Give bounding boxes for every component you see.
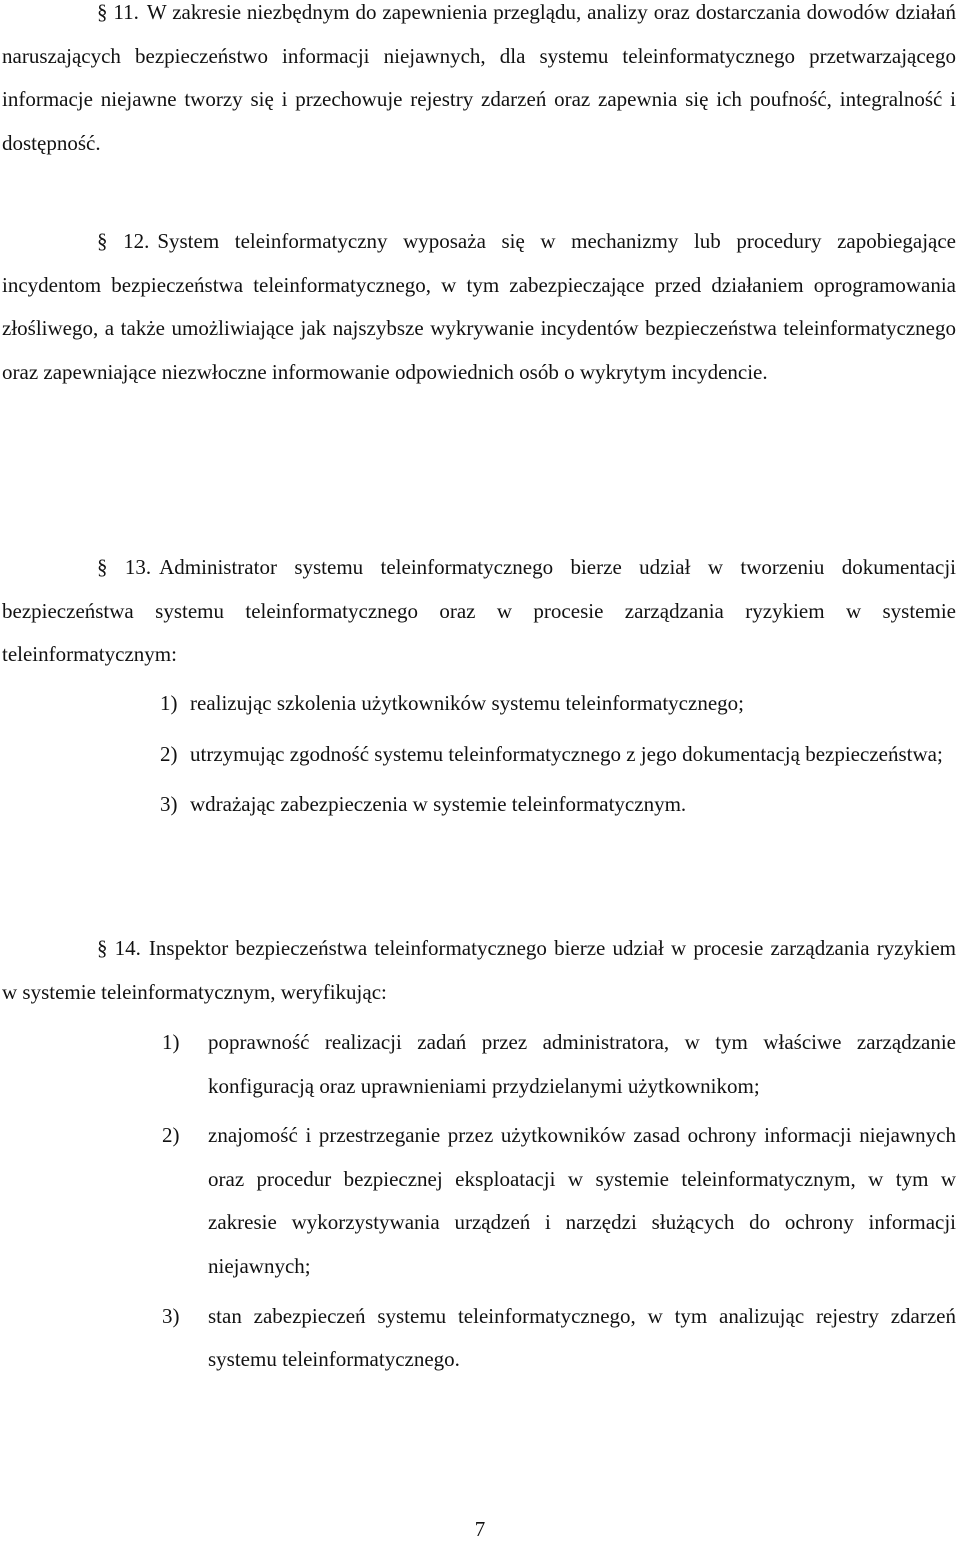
section-number: § 14. [97,936,141,960]
list-item [162,1295,956,1382]
section-14-list [162,1021,956,1388]
list-item-number: 3) [160,792,178,817]
list-item-number: 3) [162,1303,180,1328]
list-item [160,733,956,777]
paragraph-section-13 [2,546,956,677]
list-item [160,783,956,827]
list-item-number: 2) [162,1123,180,1148]
list-item-text: wdrażając zabezpieczenia w systemie teleinformatycznym. [190,792,687,817]
section-number: § 11. [97,0,139,24]
paragraph-section-14 [2,927,956,1014]
list-item-text: utrzymując zgodność systemu teleinformatycznego z jego dokumentacją bezpieczeństwa; [190,741,943,766]
list-item-text: znajomość i przestrzeganie przez użytkowników zasad ochrony informacji niejawnych oraz procedur bezpiecznej eksploatacji w systemie teleinformatycznym, w tym w zakresie wykorzystywania urządzeń i narzędzi służących do ochrony informacji niejawnych; [208,1123,956,1278]
paragraph-text: Inspektor bezpieczeństwa teleinformatycznego bierze udział w procesie zarządzania ryzykiem w systemie teleinformatycznym, weryfikując: [2,936,956,1004]
page-number: 7 [474,1517,486,1541]
list-item-text: realizując szkolenia użytkowników systemu teleinformatycznego; [190,691,744,715]
paragraph-text: Administrator systemu teleinformatycznego bierze udział w tworzeniu dokumentacji bezpieczeństwa systemu teleinformatycznego oraz w procesie zarządzania ryzykiem w systemie teleinformatycznym: [2,555,956,667]
list-item-number: 1) [162,1030,180,1054]
paragraph-text: W zakresie niezbędnym do zapewnienia przeglądu, analizy oraz dostarczania dowodów działań naruszających bezpieczeństwo informacji niejawnych, dla systemu teleinformatycznego przetwarzającego informacje niejawne tworzy się i przechowuje rejestry zdarzeń oraz zapewnia się ich poufność, integralność i dostępność. [2,0,956,155]
list-item-number: 2) [160,741,178,766]
list-item [160,682,956,726]
list-item-text: poprawność realizacji zadań przez administratora, w tym właściwe zarządzanie konfiguracją oraz uprawnieniami przydzielanymi użytkownikom; [208,1030,956,1098]
section-13-list [160,682,956,834]
list-item-number: 1) [160,691,178,715]
paragraph-section-12 [2,220,956,394]
section-number: § 12. [97,229,150,253]
section-number: § 13. [97,555,152,579]
paragraph-section-11 [2,0,956,165]
list-item-text: stan zabezpieczeń systemu teleinformatycznego, w tym analizując rejestry zdarzeń systemu teleinformatycznego. [208,1303,956,1372]
list-item [162,1114,956,1288]
paragraph-text: System teleinformatyczny wyposaża się w mechanizmy lub procedury zapobiegające incydentom bezpieczeństwa teleinformatycznego, w tym zabezpieczające przed działaniem oprogramowania złośliwego, a także umożliwiające jak najszybsze wykrywanie incydentów bezpieczeństwa teleinformatycznego oraz zapewniające niezwłoczne informowanie odpowiednich osób o wykrytym incydencie. [2,229,957,384]
list-item [162,1021,956,1108]
